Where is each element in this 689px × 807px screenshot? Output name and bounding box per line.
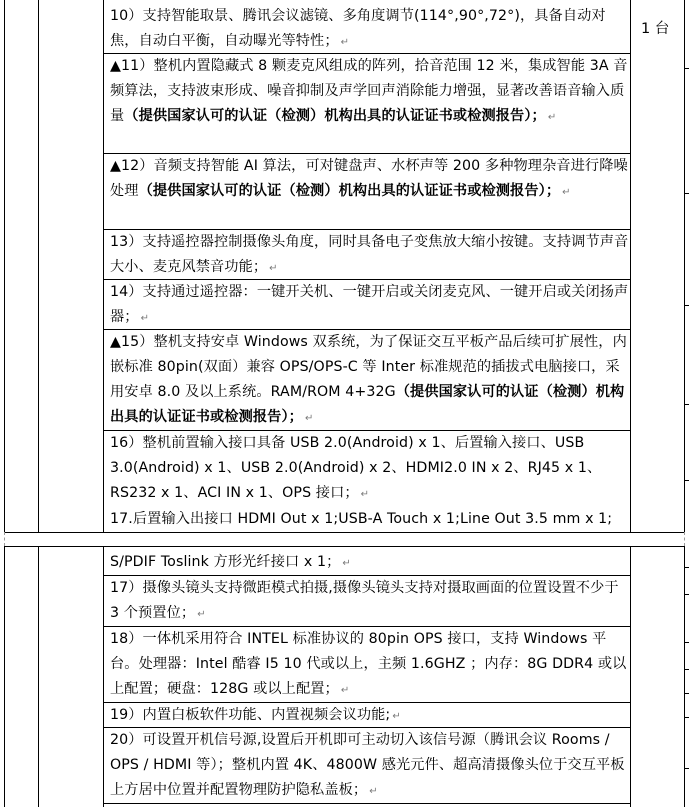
spec-item: 20）可设置开机信号源,设置后开机即可主动切入该信号源（腾讯会议 Rooms / OPS / HDMI 等）；整机内置 4K、4800W 感光元件、超高清摄像头位于交互平板上方居中位置并配置物理防护隐私盖板； ↵ [110, 732, 625, 798]
table-border-top [4, 546, 684, 547]
spec-item: 17）摄像头镜头支持微距模式拍摄,摄像头镜头支持对摄取画面的位置设置不少于 3 个预置位； ↵ [110, 580, 619, 621]
spec-item: ▲11）整机内置隐藏式 8 颗麦克风组成的阵列，拾音范围 12 米，集成智能 3A 音频算法，支持波束形成、噪音抑制及声学回声消除能力增强，显著改善语音输入质量（提供国家认可的认证（检测）机构出具的认证证书或检测报告）； ↵ [110, 58, 628, 124]
spec-item: S/PDIF Toslink 方形光纤接口 x 1； ↵ [110, 554, 351, 570]
spec-item: 13）支持遥控器控制摄像头角度，同时具备电子变焦放大缩小按键。支持调节声音大小、麦克风禁音功能； ↵ [110, 234, 629, 275]
spec-item: ▲12）音频支持智能 AI 算法，可对键盘声、水杯声等 200 多种物理杂音进行降噪处理（提供国家认可的认证（检测）机构出具的认证证书或检测报告）； ↵ [110, 158, 628, 199]
column-divider [630, 0, 631, 532]
quantity: 1 台 [641, 21, 670, 37]
column-divider [38, 546, 39, 807]
table-border-left [4, 0, 5, 532]
spec-item: 10）支持智能取景、腾讯会议滤镜、多角度调节(114°,90°,72°)，具备自动对焦，自动白平衡，自动曝光等特性； ↵ [110, 8, 606, 49]
spec-item: 14）支持通过遥控器：一键开关机、一键开启或关闭麦克风、一键开启或关闭扬声器； ↵ [110, 284, 629, 325]
table-border-right [684, 0, 685, 532]
table-border-bottom [4, 532, 684, 533]
table-border-left [4, 546, 5, 807]
spec-item: 16）整机前置输入接口具备 USB 2.0(Android) x 1、后置输入接口、USB 3.0(Android) x 1、USB 2.0(Android) x 2、HDMI2.0 IN x 2、RJ45 x 1、RS232 x 1、ACI IN x 1、OPS 接口； ↵ 17.后置输入出接口 HDMI Out x 1;USB-A Touch x 1;Line Out 3.5 mm x 1; [110, 435, 613, 527]
spec-item: 19）内置白板软件功能、内置视频会议功能; ↵ [110, 707, 401, 723]
column-divider [38, 0, 39, 532]
column-divider [630, 546, 631, 807]
spec-item: 18）一体机采用符合 INTEL 标准协议的 80pin OPS 接口，支持 Windows 平台。处理器：Intel 酷睿 I5 10 代或以上，主频 1.6GHZ ；内存：8G DDR4 或以上配置；硬盘：128G 或以上配置； ↵ [110, 631, 627, 697]
spec-item: ▲15）整机支持安卓 Windows 双系统，为了保证交互平板产品后续可扩展性，内嵌标准 80pin(双面）兼容 OPS/OPS-C 等 Inter 标准规范的插拔式电脑接口，采用安卓 8.0 及以上系统。RAM/ROM 4+32G（提供国家认可的认证（检测）机构出具的认证证书或检测报告）； ↵ [110, 334, 627, 425]
